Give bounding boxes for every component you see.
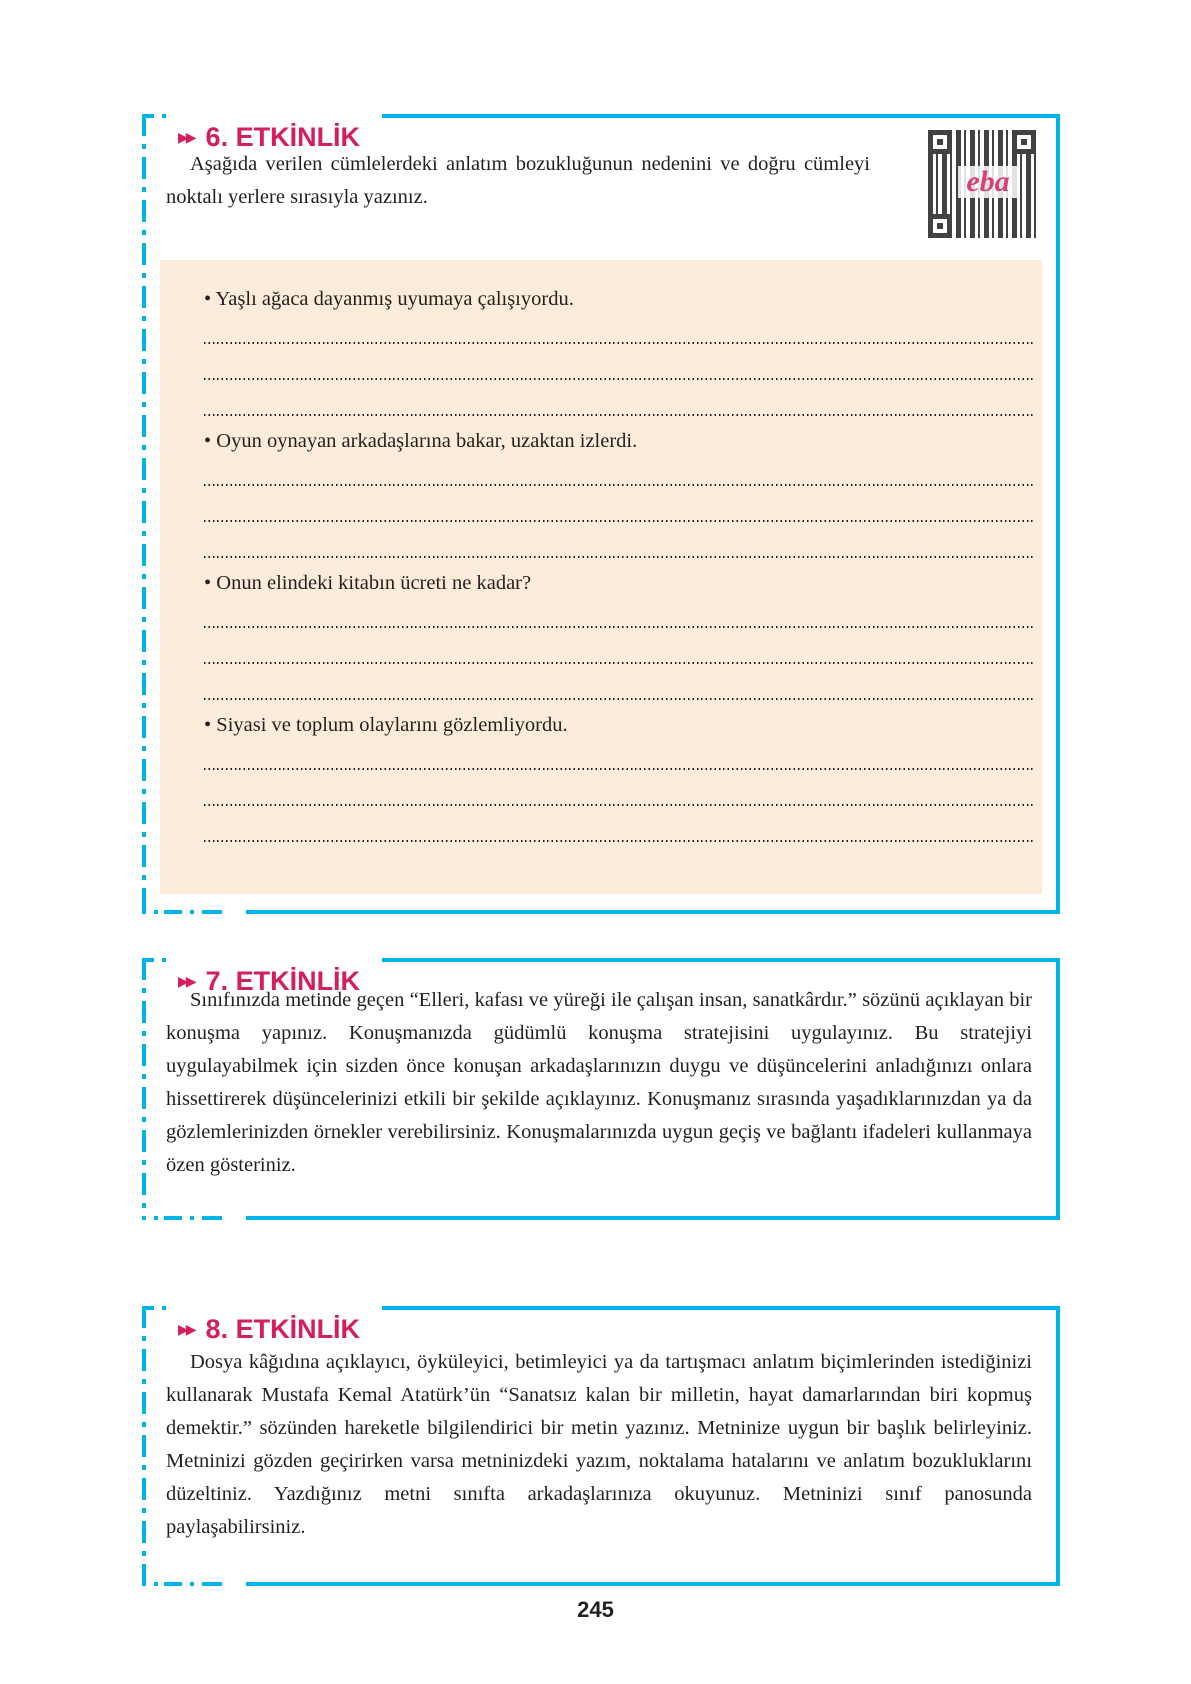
activity-paragraph: Sınıfınızda metinde geçen “Elleri, kafası ve yüreği ile çalışan insan, sanatkârdır.” sözünü açıklayan bir konuşma yapınız. Konuşmanızda güdümlü konuşma stratejisini uygulayınız. Bu stratejiyi uygulayabilmek için sizden önce konuşan arkadaşlarınızın duygu ve düşüncelerini anladığınızı onlara hissettirerek düşüncelerinizi etkili bir şekilde açıklayınız. Konuşmanız sırasında yaşadıklarınızdan ya da gözlemlerinizden örnekler verebilirsiniz. Konuşmalarınızda uygun geçiş ve bağlantı ifadeleri kullanmaya özen gösteriniz. <box>166 989 1032 1176</box>
qr-finder <box>928 214 952 238</box>
activity-heading <box>178 1314 362 1344</box>
answer-line[interactable] <box>204 672 1034 708</box>
activity-7 <box>142 944 1060 1214</box>
frame-right-border <box>1056 958 1060 1220</box>
activity-6 <box>142 100 1060 912</box>
frame-bottom-border <box>246 1582 1060 1586</box>
answer-line[interactable] <box>204 458 1034 494</box>
frame-corner-dash <box>142 1306 172 1310</box>
frame-corner-dash <box>142 958 172 962</box>
frame-right-border <box>1056 114 1060 914</box>
frame-bottom-border <box>246 910 1060 914</box>
answer-line[interactable] <box>204 352 1034 388</box>
item-sentence: • Yaşlı ağaca dayanmış uyumaya çalışıyordu. <box>204 288 574 310</box>
answer-line[interactable] <box>204 636 1034 672</box>
qr-finder <box>928 130 952 154</box>
exercise-item <box>204 708 1034 850</box>
answer-line[interactable] <box>204 494 1034 530</box>
exercise-item <box>204 566 1034 708</box>
qr-finder <box>1012 130 1036 154</box>
frame-bottom-dashed-border <box>142 1582 242 1586</box>
double-arrow-icon: ▶▶ <box>178 973 194 990</box>
frame-right-border <box>1056 1306 1060 1586</box>
exercise-item <box>204 282 1034 424</box>
exercise-item <box>204 424 1034 566</box>
page-number: 245 <box>577 1597 614 1622</box>
item-sentence: • Onun elindeki kitabın ücreti ne kadar? <box>204 572 532 594</box>
frame-left-dashed-border <box>142 114 146 914</box>
frame-corner-dash <box>142 114 172 118</box>
item-sentence: • Siyasi ve toplum olaylarını gözlemliyordu. <box>204 714 568 736</box>
answer-line[interactable] <box>204 600 1034 636</box>
activity-title: 8. ETKİNLİK <box>205 1314 361 1345</box>
frame-top-border <box>382 958 1060 962</box>
answer-area <box>160 260 1042 894</box>
instruction-text: Aşağıda verilen cümlelerdeki anlatım bozukluğunun nedenini ve doğru cümleyi noktalı yerlere sırasıyla yazınız. <box>166 153 870 208</box>
frame-bottom-dashed-border <box>142 1216 242 1220</box>
item-sentence: • Oyun oynayan arkadaşlarına bakar, uzaktan izlerdi. <box>204 430 638 452</box>
frame-bottom-dashed-border <box>142 910 242 914</box>
double-arrow-icon: ▶▶ <box>178 1321 194 1338</box>
double-arrow-icon: ▶▶ <box>178 129 194 146</box>
answer-line[interactable] <box>204 388 1034 424</box>
answer-line[interactable] <box>204 814 1034 850</box>
frame-left-dashed-border <box>142 958 146 1220</box>
activity-paragraph: Dosya kâğıdına açıklayıcı, öyküleyici, betimleyici ya da tartışmacı anlatım biçimlerinden istediğinizi kullanarak Mustafa Kemal Atatürk’ün “Sanatsız kalan bir milletin, hayat damarlarından biri kopmuş demektir.” sözünden hareketle bilgilendirici bir metin yazınız. Metninize uygun bir başlık belirleyiniz. Metninizi gözden geçirirken varsa metninizdeki yazım, noktalama hatalarını ve anlatım bozukluklarını düzeltiniz. Yazdığınız metni sınıfta arkadaşlarınıza okuyunuz. Metninizi sınıf panosunda paylaşabilirsiniz. <box>166 1351 1032 1538</box>
answer-line[interactable] <box>204 778 1034 814</box>
frame-top-border <box>382 1306 1060 1310</box>
eba-logo-icon: eba <box>958 166 1018 198</box>
qr-code[interactable] <box>928 130 1036 238</box>
frame-bottom-border <box>246 1216 1060 1220</box>
activity-title: 6. ETKİNLİK <box>205 122 361 153</box>
answer-line[interactable] <box>204 530 1034 566</box>
answer-line[interactable] <box>204 742 1034 778</box>
activity-title: 7. ETKİNLİK <box>205 966 361 997</box>
activity-8 <box>142 1292 1060 1582</box>
answer-line[interactable] <box>204 316 1034 352</box>
frame-top-border <box>382 114 1060 118</box>
frame-left-dashed-border <box>142 1306 146 1586</box>
